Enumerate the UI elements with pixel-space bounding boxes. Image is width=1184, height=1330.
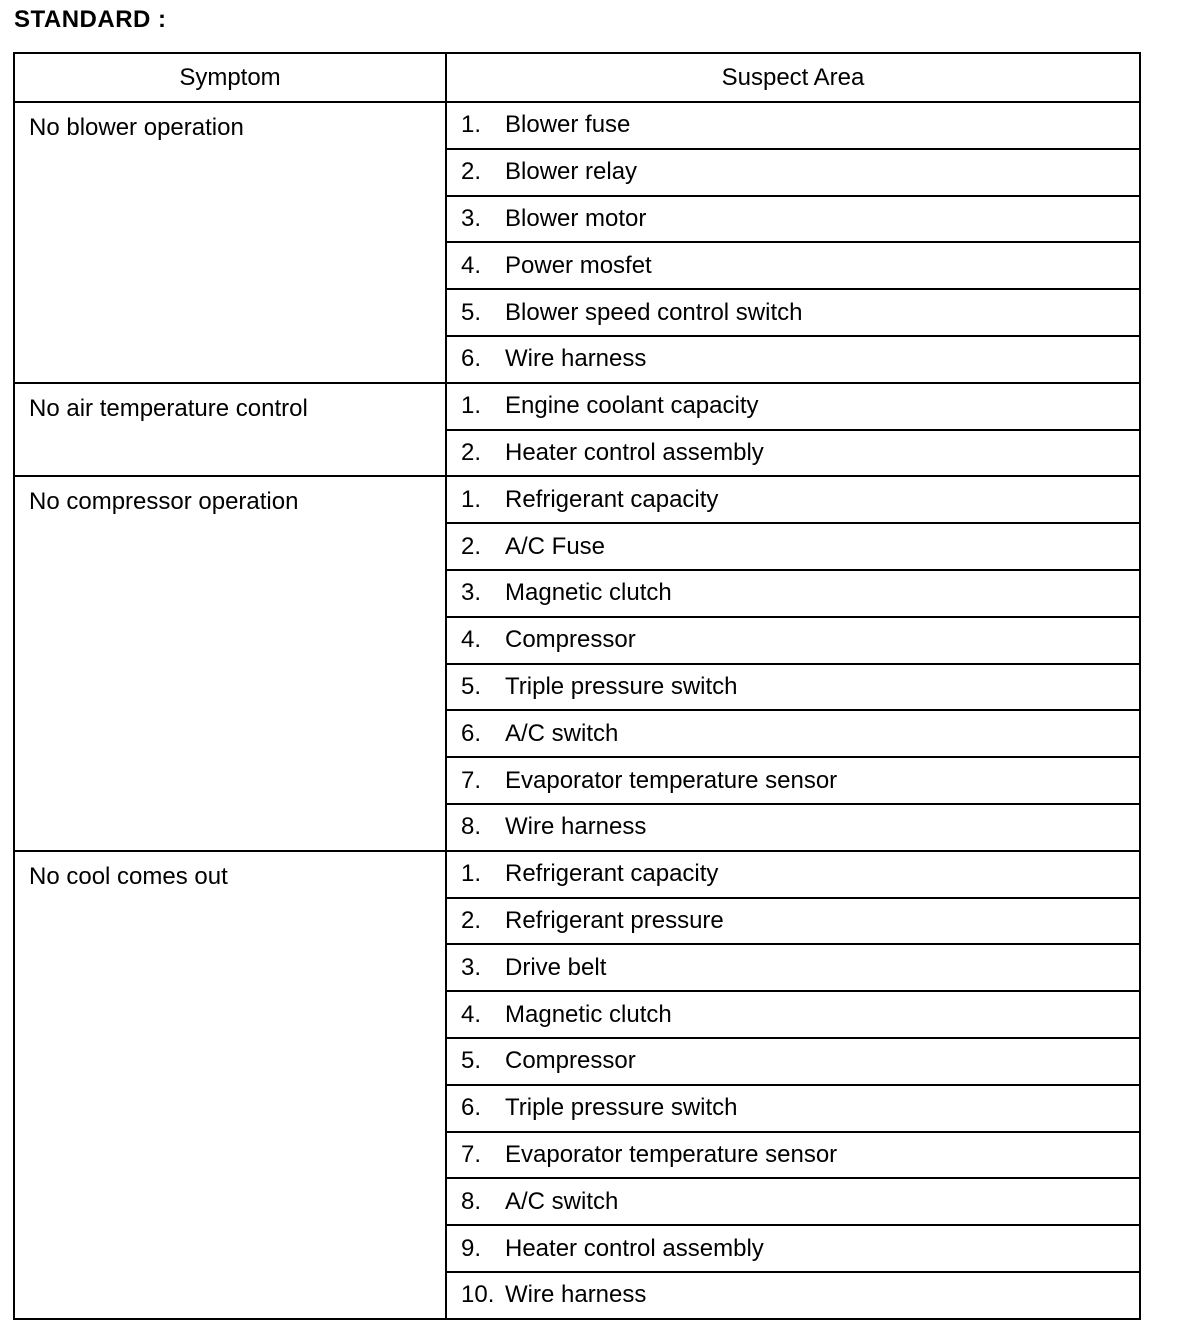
suspect-area-cell [446,898,1140,945]
symptom-cell: No compressor operation [14,476,446,850]
suspect-area-cell [446,523,1140,570]
item-number: 2. [461,158,482,186]
item-number: 6. [461,345,482,373]
item-text: Wire harness [505,345,647,373]
item-text: Blower motor [505,204,647,232]
item-number: 3. [461,204,482,232]
item-text: Evaporator temperature sensor [505,1140,838,1168]
page-title: STANDARD : [14,6,167,33]
table-row [14,102,1140,149]
item-number: 2. [461,532,482,560]
item-text: Magnetic clutch [505,1000,672,1028]
suspect-area-cell [446,1272,1140,1319]
item-text: Magnetic clutch [505,579,672,607]
item-number: 1. [461,485,482,513]
item-text: A/C Fuse [505,532,606,560]
item-text: Power mosfet [505,251,652,279]
item-number: 2. [461,906,482,934]
suspect-area-cell [446,196,1140,243]
item-text: Refrigerant pressure [505,906,724,934]
suspect-area-cell [446,289,1140,336]
suspect-area-cell [446,1085,1140,1132]
suspect-area-cell [446,102,1140,149]
item-number: 6. [461,1094,482,1122]
suspect-area-cell [446,570,1140,617]
suspect-area-cell [446,944,1140,991]
suspect-area-cell [446,1038,1140,1085]
suspect-area-cell [446,1132,1140,1179]
suspect-area-cell [446,1225,1140,1272]
item-number: 9. [461,1234,482,1262]
suspect-area-cell [446,336,1140,383]
item-text: Blower fuse [505,111,631,139]
suspect-area-cell [446,242,1140,289]
table-row [14,476,1140,523]
item-text: Blower speed control switch [505,298,803,326]
item-text: Blower relay [505,158,638,186]
suspect-area-cell [446,757,1140,804]
suspect-area-cell [446,1178,1140,1225]
item-text: A/C switch [505,1187,619,1215]
item-text: Triple pressure switch [505,672,738,700]
suspect-area-cell [446,851,1140,898]
item-number: 7. [461,766,482,794]
item-number: 2. [461,438,482,466]
item-text: A/C switch [505,719,619,747]
symptom-cell: No air temperature control [14,383,446,477]
table-header-row [14,53,1140,102]
item-text: Triple pressure switch [505,1094,738,1122]
item-number: 4. [461,1000,482,1028]
item-text: Compressor [505,1047,636,1075]
suspect-area-cell [446,430,1140,477]
suspect-area-cell [446,804,1140,851]
item-text: Wire harness [505,1281,647,1309]
suspect-area-cell [446,664,1140,711]
item-text: Heater control assembly [505,1234,764,1262]
suspect-area-cell [446,617,1140,664]
item-text: Wire harness [505,813,647,841]
item-number: 4. [461,251,482,279]
suspect-area-cell [446,383,1140,430]
symptom-table [13,52,1141,1320]
suspect-area-cell [446,476,1140,523]
table-body [14,102,1140,1319]
item-number: 8. [461,1187,482,1215]
suspect-area-cell [446,149,1140,196]
item-number: 5. [461,672,482,700]
item-text: Evaporator temperature sensor [505,766,838,794]
item-text: Drive belt [505,953,607,981]
item-text: Refrigerant capacity [505,860,719,888]
item-number: 1. [461,392,482,420]
item-number: 1. [461,111,482,139]
suspect-area-column-header: Suspect Area [446,53,1140,102]
suspect-area-cell [446,991,1140,1038]
symptom-cell: No blower operation [14,102,446,383]
item-number: 7. [461,1140,482,1168]
symptom-cell: No cool comes out [14,851,446,1319]
item-number: 1. [461,860,482,888]
item-text: Refrigerant capacity [505,485,719,513]
item-text: Engine coolant capacity [505,392,759,420]
item-number: 3. [461,953,482,981]
suspect-area-cell [446,710,1140,757]
item-number: 3. [461,579,482,607]
symptom-column-header: Symptom [14,53,446,102]
item-number: 5. [461,1047,482,1075]
item-number: 6. [461,719,482,747]
item-text: Compressor [505,626,636,654]
table-row [14,383,1140,430]
item-number: 4. [461,626,482,654]
item-number: 10. [461,1281,495,1309]
table-row [14,851,1140,898]
item-number: 5. [461,298,482,326]
item-text: Heater control assembly [505,438,764,466]
item-number: 8. [461,813,482,841]
